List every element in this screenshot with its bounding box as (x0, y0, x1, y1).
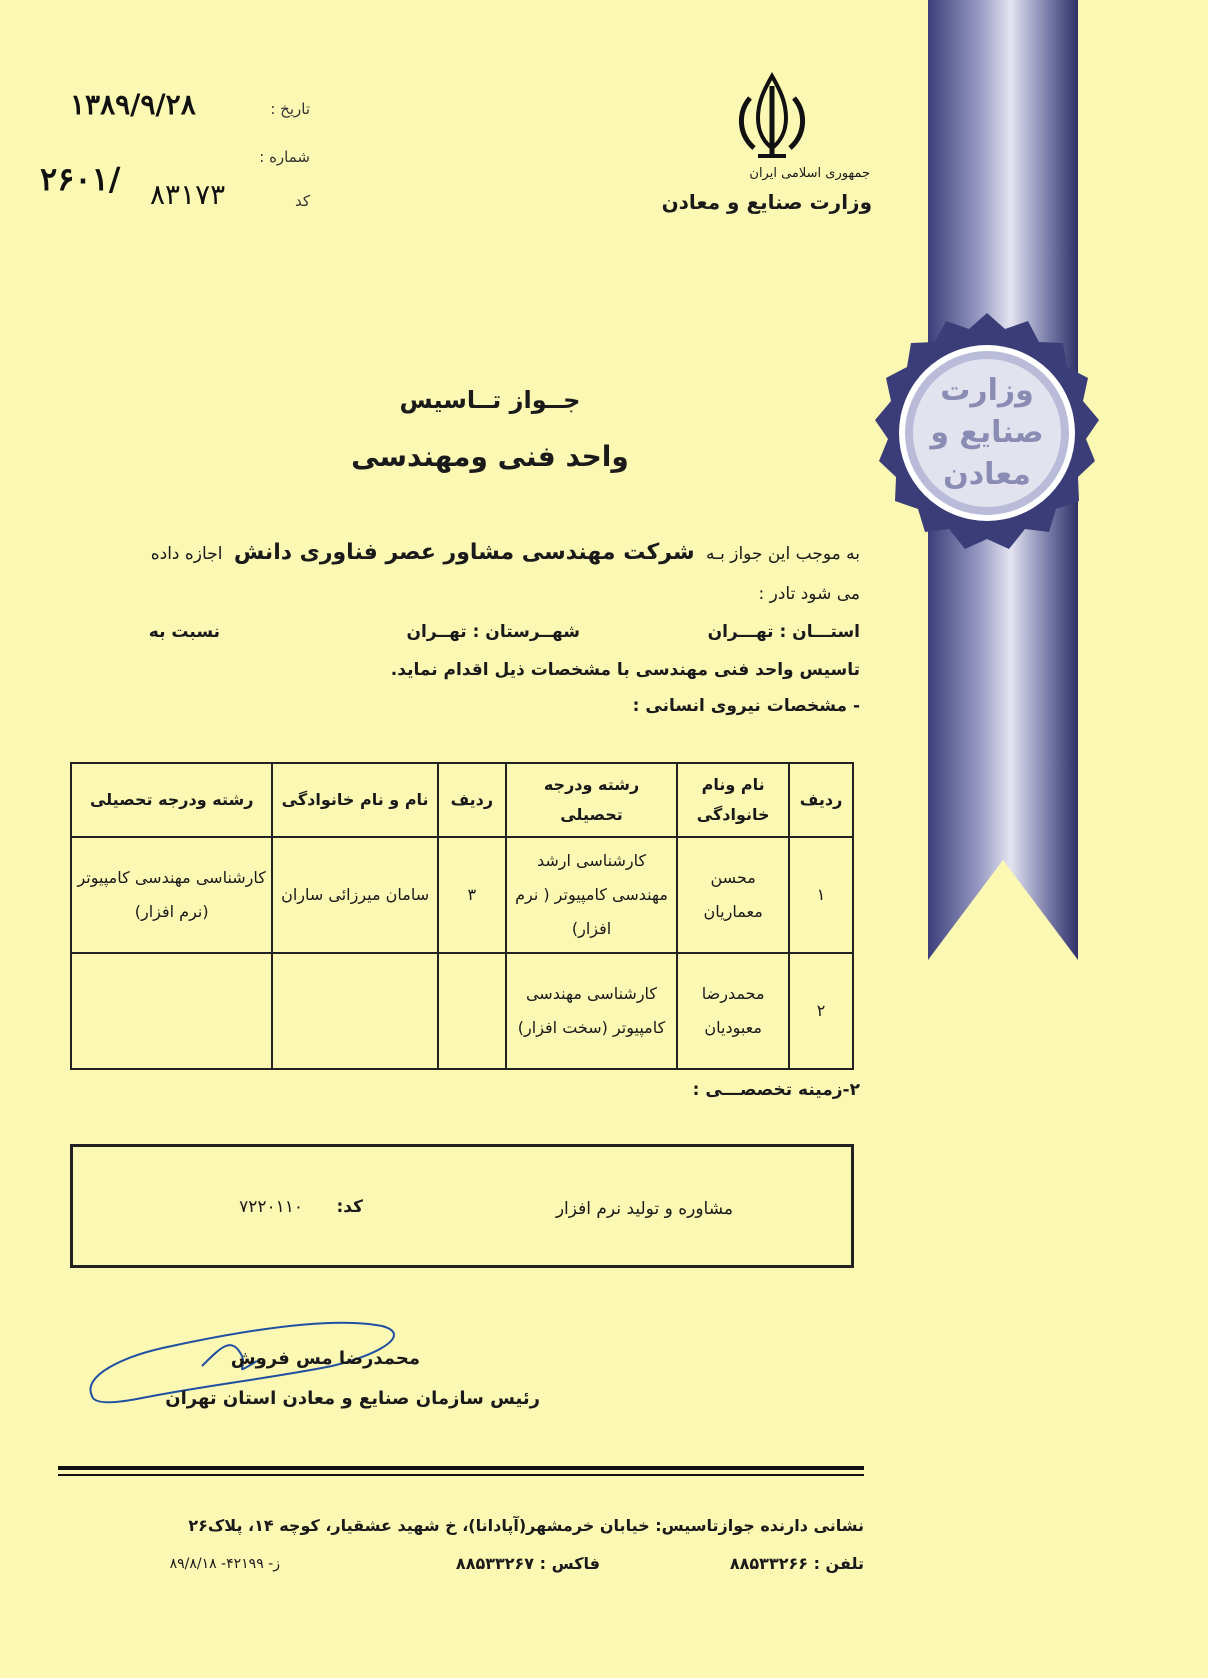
table-header-row (71, 763, 853, 837)
table-cell: ۱ (789, 837, 853, 953)
header-cell: نام و نام خانوادگی (272, 763, 438, 837)
footer-fax: فاکس : ۸۸۵۳۳۲۶۷ (455, 1554, 600, 1573)
table-row (71, 953, 853, 1069)
code-label: کد (294, 192, 310, 210)
table-cell: محمدرضا معبودیان (677, 953, 789, 1069)
header-cell: نام ونام خانوادگی (677, 763, 789, 837)
specialty-code-label: کد: (336, 1197, 363, 1217)
intro-suffix: اجازه داده (150, 544, 223, 564)
signer-name: محمدرضا مس فروش (230, 1348, 420, 1369)
date-value: ۱۳۸۹/۹/۲۸ (70, 88, 196, 121)
table-cell (272, 953, 438, 1069)
table-cell: سامان میرزائی ساران (272, 837, 438, 953)
table-cell (438, 953, 506, 1069)
number-value: ۲۶۰۱/ (40, 160, 121, 198)
number-label: شماره : (259, 148, 310, 166)
specialty-heading: ۲-زمینه تخصصـــی : (692, 1080, 860, 1100)
specialty-code-value: ۷۲۲۰۱۱۰ (239, 1197, 303, 1217)
iran-emblem-icon (728, 68, 816, 164)
province: استـــان : تهـــران (707, 622, 860, 642)
specialty-field: مشاوره و تولید نرم افزار (555, 1199, 733, 1219)
may-line: می شود تادر : (758, 584, 860, 604)
intro-prefix: به موجب این جواز بـه (706, 544, 860, 564)
header-cell: ردیف (789, 763, 853, 837)
purpose-line: تاسیس واحد فنی مهندسی با مشخصات ذیل اقدام نماید. (390, 660, 860, 680)
footer-rule-thin (58, 1474, 864, 1476)
table-cell: کارشناسی ارشد مهندسی کامپیوتر ( نرم افزار) (506, 837, 677, 953)
ministry-seal (862, 308, 1112, 558)
header-cell: رشته ودرجه تحصیلی (506, 763, 677, 837)
staff-heading: - مشخصات نیروی انسانی : (632, 696, 860, 716)
seal-line-2: صنایع و (930, 415, 1044, 450)
signer-position: رئیس سازمان صنایع و معادن استان تهران (165, 1388, 540, 1409)
seal-line-3: معادن (943, 457, 1031, 492)
table-row (71, 837, 853, 953)
intro-line (100, 540, 860, 565)
header-cell: ردیف (438, 763, 506, 837)
table-cell: ۳ (438, 837, 506, 953)
table-cell: کارشناسی مهندسی کامپیوتر (سخت افزار) (506, 953, 677, 1069)
footer-phone: تلفن : ۸۸۵۳۳۲۶۶ (729, 1554, 864, 1573)
date-label: تاریخ : (270, 100, 310, 118)
holder-address: نشانی دارنده جوازتاسیس: خیابان خرمشهر(آپادانا)، خ شهید عشقیار، کوچه ۱۴، پلاک۲۶ (188, 1516, 864, 1535)
specialty-box (70, 1144, 854, 1268)
city: شهــرستان : تهــران (406, 622, 580, 642)
document-title: جــواز تــاسیس (399, 386, 581, 414)
table-cell: ۲ (789, 953, 853, 1069)
seal-line-1: وزارت (940, 373, 1034, 408)
relation: نسبت به (148, 622, 220, 642)
table-cell: محسن معماریان (677, 837, 789, 953)
code-value: ۸۳۱۷۳ (150, 178, 226, 211)
table-cell: کارشناسی مهندسی کامپیوتر (نرم افزار) (71, 837, 272, 953)
document-subtitle: واحد فنی ومهندسی (351, 440, 629, 473)
ministry-name: وزارت صنایع و معادن (661, 190, 872, 214)
footer-ref: ز- ۴۲۱۹۹- ۸۹/۸/۱۸ (169, 1556, 280, 1572)
table-cell (71, 953, 272, 1069)
header-cell: رشته ودرجه تحصیلی (71, 763, 272, 837)
country-name: جمهوری اسلامی ایران (749, 166, 870, 181)
footer-rule (58, 1466, 864, 1470)
staff-table (70, 762, 854, 1070)
company-name: شرکت مهندسی مشاور عصر فناوری دانش (233, 540, 695, 565)
